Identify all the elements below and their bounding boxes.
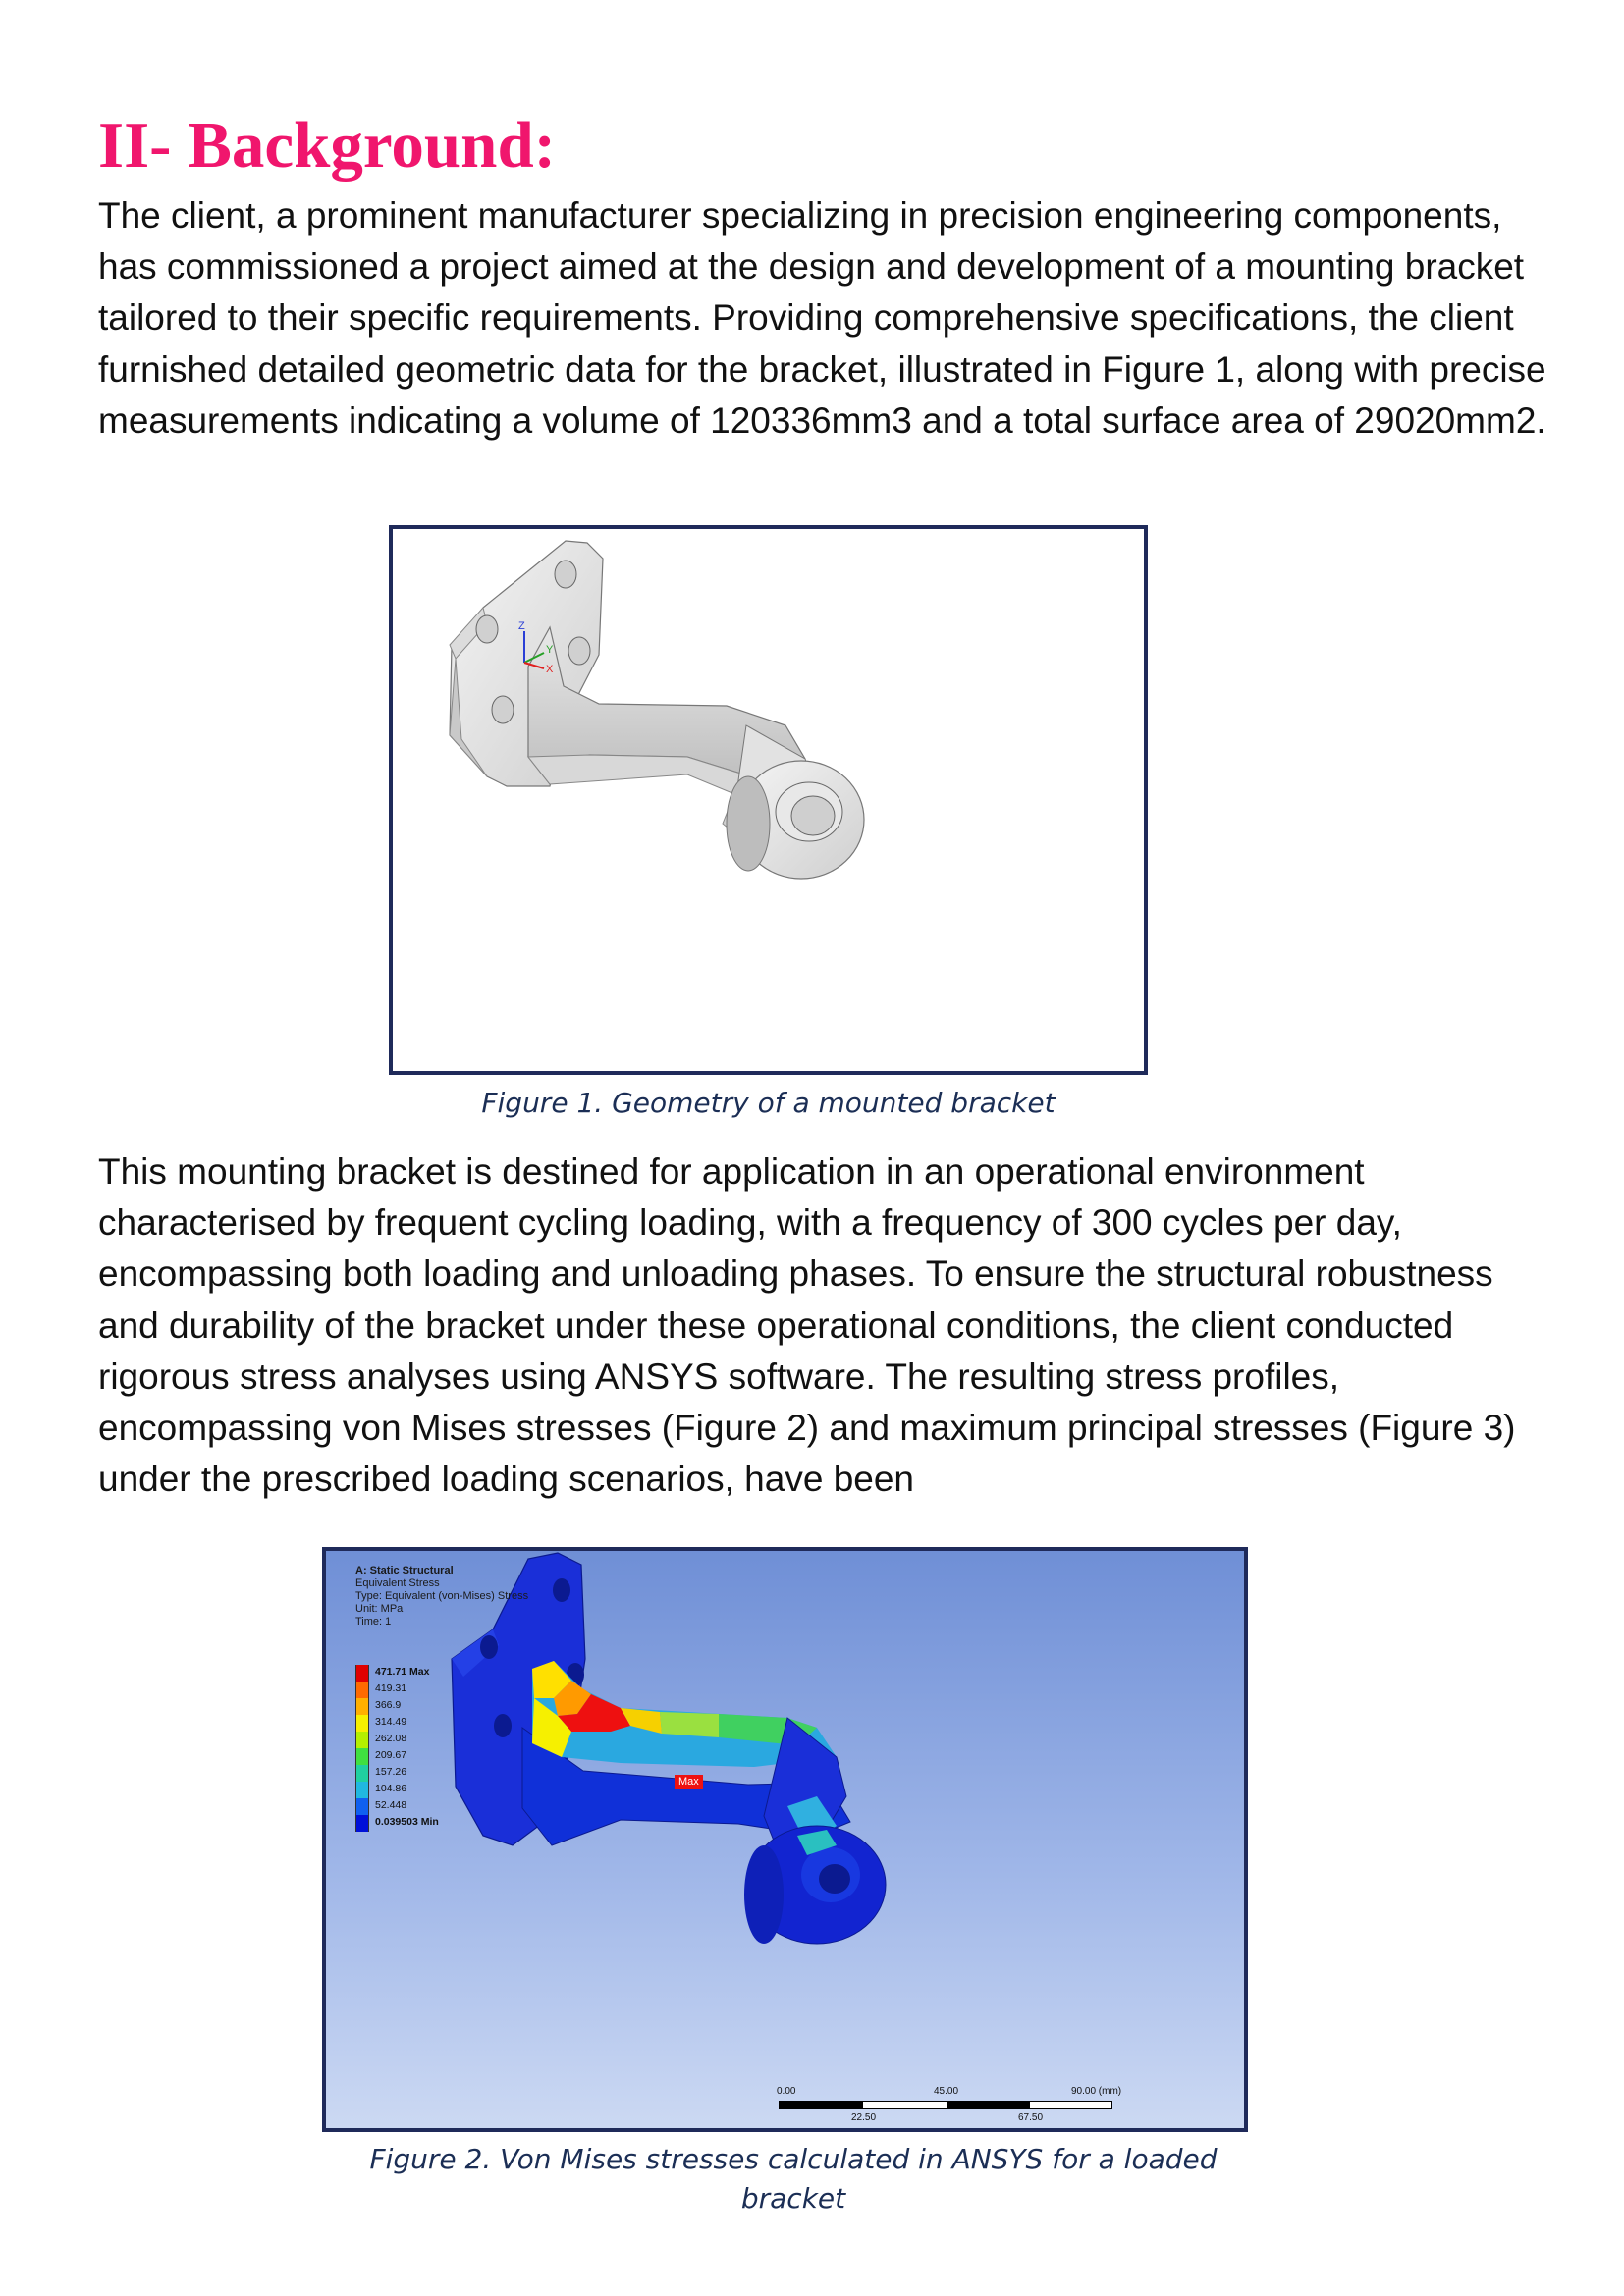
result-time: Time: 1 bbox=[355, 1616, 392, 1628]
legend-row bbox=[355, 1698, 483, 1715]
legend-row bbox=[355, 1665, 483, 1682]
legend-swatch bbox=[355, 1815, 369, 1832]
axis-y-label: Y bbox=[546, 644, 554, 656]
legend-label: 419.31 bbox=[375, 1682, 407, 1694]
legend-swatch bbox=[355, 1698, 369, 1715]
legend-label: 157.26 bbox=[375, 1766, 407, 1778]
scale-tick-90: 90.00 (mm) bbox=[1071, 2086, 1122, 2097]
stress-legend bbox=[355, 1665, 483, 1832]
legend-row bbox=[355, 1748, 483, 1765]
figure-1-geometry bbox=[389, 525, 1148, 1075]
legend-row bbox=[355, 1682, 483, 1698]
scale-tick-45: 45.00 bbox=[934, 2086, 959, 2097]
background-paragraph-2: This mounting bracket is destined for application in an operational environment characterised by frequent cycling loading, with a frequency of 300 cycles per day, encompassing both loading and unloading phases. To ensure the structural robustness and durability of the bracket under these operational conditions, the client conducted rigorous stress analyses using ANSYS software. The resulting stress profiles, encompassing von Mises stresses (Figure 2) and maximum principal stresses (Figure 3) under the prescribed loading scenarios, have been bbox=[98, 1151, 1516, 1500]
legend-label: 471.71 Max bbox=[375, 1666, 430, 1678]
analysis-info-block bbox=[355, 1565, 528, 1629]
result-unit: Unit: MPa bbox=[355, 1603, 404, 1615]
legend-row bbox=[355, 1765, 483, 1782]
legend-row bbox=[355, 1715, 483, 1732]
max-marker: Max bbox=[675, 1775, 703, 1789]
legend-swatch bbox=[355, 1732, 369, 1748]
legend-row bbox=[355, 1815, 483, 1832]
result-name: Equivalent Stress bbox=[355, 1577, 440, 1589]
bracket-geometry-drawing bbox=[393, 529, 1144, 1071]
legend-swatch bbox=[355, 1748, 369, 1765]
legend-swatch bbox=[355, 1715, 369, 1732]
axis-x-label: X bbox=[546, 664, 554, 675]
scale-tick-22-5: 22.50 bbox=[851, 2112, 877, 2123]
legend-row bbox=[355, 1782, 483, 1798]
axis-z-label: Z bbox=[518, 620, 525, 632]
legend-swatch bbox=[355, 1765, 369, 1782]
section-heading: II- Background: bbox=[98, 109, 557, 182]
legend-label: 0.039503 Min bbox=[375, 1816, 439, 1828]
stress-contour-drawing bbox=[326, 1551, 1244, 2128]
legend-label: 314.49 bbox=[375, 1716, 407, 1728]
legend-swatch bbox=[355, 1665, 369, 1682]
scale-tick-67-5: 67.50 bbox=[1018, 2112, 1044, 2123]
legend-label: 209.67 bbox=[375, 1749, 407, 1761]
legend-swatch bbox=[355, 1682, 369, 1698]
figure-1-caption: Figure 1. Geometry of a mounted bracket bbox=[481, 1087, 1056, 1119]
analysis-title: A: Static Structural bbox=[355, 1565, 454, 1576]
legend-label: 262.08 bbox=[375, 1733, 407, 1744]
legend-row bbox=[355, 1732, 483, 1748]
result-type: Type: Equivalent (von-Mises) Stress bbox=[355, 1590, 529, 1602]
legend-swatch bbox=[355, 1798, 369, 1815]
legend-swatch bbox=[355, 1782, 369, 1798]
legend-row bbox=[355, 1798, 483, 1815]
figure-2-von-mises bbox=[322, 1547, 1248, 2132]
legend-label: 104.86 bbox=[375, 1783, 407, 1794]
scale-bar bbox=[777, 2085, 1122, 2128]
background-paragraph-1: The client, a prominent manufacturer specializing in precision engineering components, has commissioned a project aimed at the design and development of a mounting bracket tailored to their specific requirements. Providing comprehensive specifications, the client furnished detailed geometric data for the bracket, illustrated in Figure 1, along with precise measurements indicating a volume of 120336mm3 and a total surface area of 29020mm2. bbox=[98, 195, 1546, 441]
legend-label: 366.9 bbox=[375, 1699, 402, 1711]
scale-tick-0: 0.00 bbox=[777, 2086, 796, 2097]
scale-bar-graphic bbox=[779, 2101, 1112, 2109]
figure-2-caption: Figure 2. Von Mises stresses calculated in ANSYS for a loaded bracket bbox=[369, 2143, 1218, 2215]
legend-label: 52.448 bbox=[375, 1799, 407, 1811]
